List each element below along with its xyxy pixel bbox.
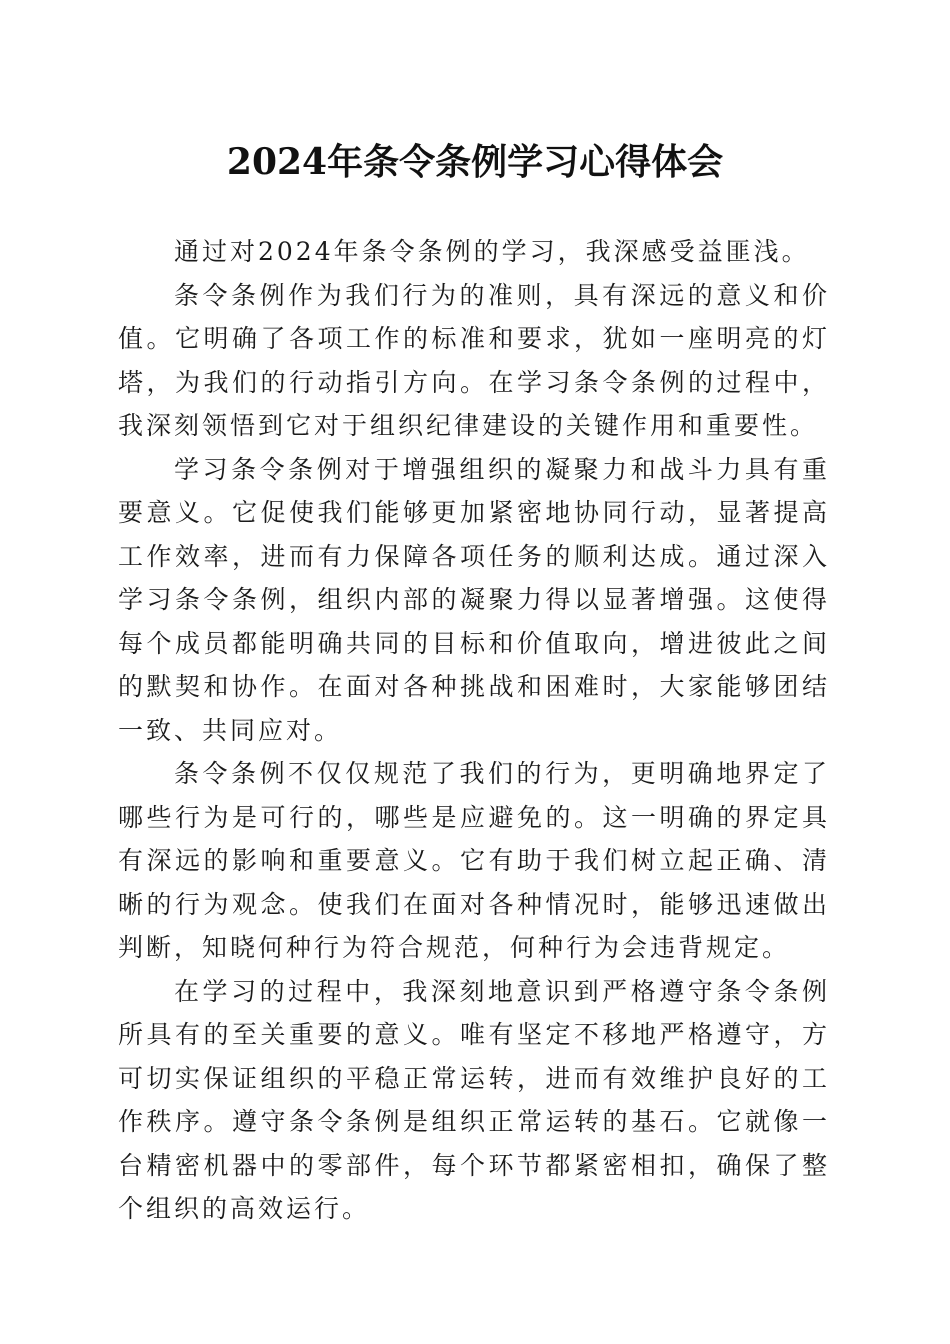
document-body (118, 230, 830, 1231)
document-title: 2024年条令条例学习心得体会 (226, 141, 724, 183)
paragraph-2: 条令条例作为我们行为的准则，具有深远的意义和价值。它明确了各项工作的标准和要求，犹如一座明亮的灯塔，为我们的行动指引方向。在学习条令条例的过程中，我深刻领悟到它对于组织纪律建设的关键作用和重要性。 (118, 280, 830, 440)
paragraph-1: 通过对2024年条令条例的学习，我深感受益匪浅。 (174, 237, 810, 266)
paragraph-5: 在学习的过程中，我深刻地意识到严格遵守条令条例所具有的至关重要的意义。唯有坚定不移地严格遵守，方可切实保证组织的平稳正常运转，进而有效维护良好的工作秩序。遵守条令条例是组织正常运转的基石。它就像一台精密机器中的零部件，每个环节都紧密相扣，确保了整个组织的高效运行。 (118, 976, 830, 1223)
paragraph-3: 学习条令条例对于增强组织的凝聚力和战斗力具有重要意义。它促使我们能够更加紧密地协同行动，显著提高工作效率，进而有力保障各项任务的顺利达成。通过深入学习条令条例，组织内部的凝聚力得以显著增强。这使得每个成员都能明确共同的目标和价值取向，增进彼此之间的默契和协作。在面对各种挑战和困难时，大家能够团结一致、共同应对。 (118, 454, 830, 745)
paragraph-4: 条令条例不仅仅规范了我们的行为，更明确地界定了哪些行为是可行的，哪些是应避免的。这一明确的界定具有深远的影响和重要意义。它有助于我们树立起正确、清晰的行为观念。使我们在面对各种情况时，能够迅速做出判断，知晓何种行为符合规范，何种行为会违背规定。 (118, 759, 830, 962)
